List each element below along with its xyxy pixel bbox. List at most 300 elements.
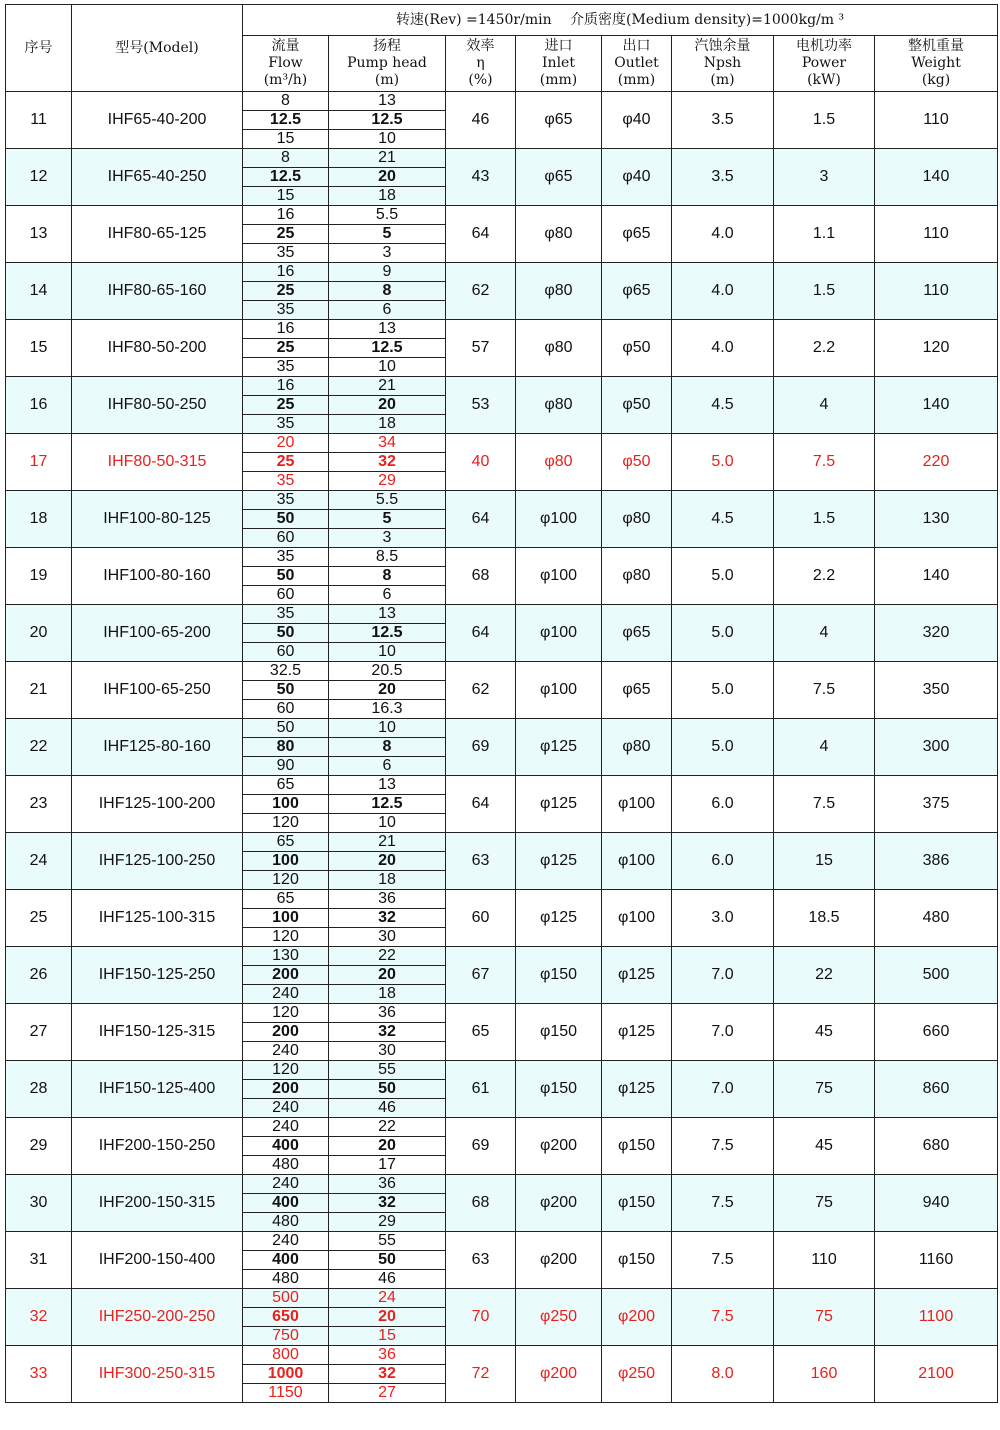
- header-npsh-unit: (m): [710, 72, 735, 88]
- row-number: 24: [6, 833, 72, 890]
- head-value: 29: [329, 472, 446, 491]
- inlet-value: φ80: [516, 377, 602, 434]
- head-value: 5.5: [329, 491, 446, 510]
- table-row: [6, 833, 998, 852]
- head-value: 30: [329, 1042, 446, 1061]
- power-value: 45: [774, 1004, 875, 1061]
- power-value: 75: [774, 1175, 875, 1232]
- head-value: 34: [329, 434, 446, 453]
- power-value: 1.5: [774, 92, 875, 149]
- flow-value: 240: [243, 1175, 329, 1194]
- header-npsh: [672, 36, 774, 92]
- head-value: 8: [329, 282, 446, 301]
- flow-value: 25: [243, 453, 329, 472]
- head-value: 20: [329, 966, 446, 985]
- head-value: 21: [329, 377, 446, 396]
- table-row: [6, 662, 998, 681]
- pump-spec-table: [5, 4, 998, 1403]
- model-name: IHF150-125-250: [72, 947, 243, 1004]
- flow-value: 20: [243, 434, 329, 453]
- efficiency-value: 53: [446, 377, 516, 434]
- flow-value: 240: [243, 1118, 329, 1137]
- head-value: 20: [329, 396, 446, 415]
- outlet-value: φ125: [602, 1061, 672, 1118]
- head-value: 36: [329, 1346, 446, 1365]
- flow-value: 16: [243, 320, 329, 339]
- header-inlet: [516, 36, 602, 92]
- head-value: 20: [329, 1308, 446, 1327]
- head-value: 10: [329, 130, 446, 149]
- head-value: 15: [329, 1327, 446, 1346]
- row-number: 32: [6, 1289, 72, 1346]
- inlet-value: φ100: [516, 491, 602, 548]
- flow-value: 120: [243, 871, 329, 890]
- model-name: IHF200-150-400: [72, 1232, 243, 1289]
- head-value: 18: [329, 187, 446, 206]
- row-number: 15: [6, 320, 72, 377]
- row-number: 29: [6, 1118, 72, 1175]
- header-inlet-unit: (mm): [539, 72, 578, 88]
- flow-value: 12.5: [243, 168, 329, 187]
- row-number: 26: [6, 947, 72, 1004]
- flow-value: 100: [243, 852, 329, 871]
- efficiency-value: 63: [446, 833, 516, 890]
- inlet-value: φ125: [516, 833, 602, 890]
- head-value: 27: [329, 1384, 446, 1403]
- head-value: 13: [329, 776, 446, 795]
- weight-value: 140: [875, 377, 998, 434]
- npsh-value: 7.0: [672, 1004, 774, 1061]
- outlet-value: φ50: [602, 377, 672, 434]
- outlet-value: φ65: [602, 605, 672, 662]
- efficiency-value: 69: [446, 719, 516, 776]
- power-value: 4: [774, 377, 875, 434]
- efficiency-value: 67: [446, 947, 516, 1004]
- table-row: [6, 263, 998, 282]
- outlet-value: φ50: [602, 434, 672, 491]
- header-weight: [875, 36, 998, 92]
- head-value: 20: [329, 1137, 446, 1156]
- row-number: 14: [6, 263, 72, 320]
- outlet-value: φ65: [602, 263, 672, 320]
- flow-value: 35: [243, 415, 329, 434]
- head-value: 32: [329, 909, 446, 928]
- flow-value: 12.5: [243, 111, 329, 130]
- flow-value: 50: [243, 719, 329, 738]
- model-name: IHF80-50-250: [72, 377, 243, 434]
- power-value: 4: [774, 719, 875, 776]
- efficiency-value: 46: [446, 92, 516, 149]
- flow-value: 240: [243, 985, 329, 1004]
- efficiency-value: 62: [446, 263, 516, 320]
- inlet-value: φ65: [516, 92, 602, 149]
- head-value: 13: [329, 320, 446, 339]
- flow-value: 400: [243, 1251, 329, 1270]
- flow-value: 500: [243, 1289, 329, 1308]
- model-name: IHF300-250-315: [72, 1346, 243, 1403]
- model-name: IHF80-65-160: [72, 263, 243, 320]
- flow-value: 16: [243, 263, 329, 282]
- power-value: 2.2: [774, 548, 875, 605]
- head-value: 55: [329, 1061, 446, 1080]
- power-value: 18.5: [774, 890, 875, 947]
- npsh-value: 4.5: [672, 377, 774, 434]
- efficiency-value: 63: [446, 1232, 516, 1289]
- model-name: IHF100-80-160: [72, 548, 243, 605]
- model-name: IHF100-80-125: [72, 491, 243, 548]
- model-name: IHF125-100-315: [72, 890, 243, 947]
- inlet-value: φ100: [516, 605, 602, 662]
- inlet-value: φ125: [516, 890, 602, 947]
- inlet-value: φ80: [516, 434, 602, 491]
- flow-value: 35: [243, 548, 329, 567]
- flow-value: 120: [243, 814, 329, 833]
- weight-value: 860: [875, 1061, 998, 1118]
- efficiency-value: 70: [446, 1289, 516, 1346]
- npsh-value: 7.5: [672, 1175, 774, 1232]
- flow-value: 480: [243, 1213, 329, 1232]
- outlet-value: φ125: [602, 947, 672, 1004]
- weight-value: 386: [875, 833, 998, 890]
- flow-value: 60: [243, 700, 329, 719]
- head-value: 46: [329, 1270, 446, 1289]
- head-value: 32: [329, 1194, 446, 1213]
- model-name: IHF65-40-200: [72, 92, 243, 149]
- outlet-value: φ250: [602, 1346, 672, 1403]
- head-value: 6: [329, 757, 446, 776]
- table-row: [6, 947, 998, 966]
- power-value: 1.5: [774, 491, 875, 548]
- model-name: IHF250-200-250: [72, 1289, 243, 1346]
- npsh-value: 7.0: [672, 947, 774, 1004]
- head-value: 8: [329, 738, 446, 757]
- table-header: [6, 5, 998, 92]
- power-value: 4: [774, 605, 875, 662]
- table-row: [6, 491, 998, 510]
- flow-value: 15: [243, 130, 329, 149]
- flow-value: 35: [243, 491, 329, 510]
- weight-value: 110: [875, 263, 998, 320]
- npsh-value: 4.0: [672, 263, 774, 320]
- model-name: IHF65-40-250: [72, 149, 243, 206]
- flow-value: 200: [243, 1080, 329, 1099]
- weight-value: 140: [875, 548, 998, 605]
- head-value: 8: [329, 567, 446, 586]
- head-value: 36: [329, 890, 446, 909]
- table-row: [6, 1061, 998, 1080]
- model-name: IHF150-125-400: [72, 1061, 243, 1118]
- power-value: 7.5: [774, 776, 875, 833]
- npsh-value: 4.5: [672, 491, 774, 548]
- header-inlet-cn: 进口: [544, 38, 573, 54]
- efficiency-value: 43: [446, 149, 516, 206]
- npsh-value: 3.5: [672, 92, 774, 149]
- weight-value: 110: [875, 92, 998, 149]
- header-weight-en: Weight: [911, 55, 961, 71]
- head-value: 29: [329, 1213, 446, 1232]
- flow-value: 120: [243, 928, 329, 947]
- npsh-value: 3.5: [672, 149, 774, 206]
- flow-value: 50: [243, 567, 329, 586]
- weight-value: 140: [875, 149, 998, 206]
- npsh-value: 7.0: [672, 1061, 774, 1118]
- inlet-value: φ200: [516, 1232, 602, 1289]
- flow-value: 60: [243, 529, 329, 548]
- flow-value: 750: [243, 1327, 329, 1346]
- table-row: [6, 206, 998, 225]
- head-value: 3: [329, 244, 446, 263]
- inlet-value: φ200: [516, 1118, 602, 1175]
- flow-value: 15: [243, 187, 329, 206]
- flow-value: 35: [243, 244, 329, 263]
- power-value: 7.5: [774, 434, 875, 491]
- table-row: [6, 1232, 998, 1251]
- row-number: 25: [6, 890, 72, 947]
- row-number: 19: [6, 548, 72, 605]
- model-name: IHF80-65-125: [72, 206, 243, 263]
- weight-value: 320: [875, 605, 998, 662]
- flow-value: 90: [243, 757, 329, 776]
- weight-value: 940: [875, 1175, 998, 1232]
- efficiency-value: 68: [446, 1175, 516, 1232]
- npsh-value: 4.0: [672, 206, 774, 263]
- header-eff: [446, 36, 516, 92]
- flow-value: 8: [243, 92, 329, 111]
- inlet-value: φ250: [516, 1289, 602, 1346]
- npsh-value: 7.5: [672, 1118, 774, 1175]
- head-value: 21: [329, 833, 446, 852]
- efficiency-value: 64: [446, 491, 516, 548]
- head-value: 30: [329, 928, 446, 947]
- weight-value: 350: [875, 662, 998, 719]
- head-value: 55: [329, 1232, 446, 1251]
- efficiency-value: 64: [446, 206, 516, 263]
- model-name: IHF125-100-250: [72, 833, 243, 890]
- efficiency-value: 61: [446, 1061, 516, 1118]
- inlet-value: φ125: [516, 719, 602, 776]
- outlet-value: φ125: [602, 1004, 672, 1061]
- row-number: 16: [6, 377, 72, 434]
- flow-value: 1150: [243, 1384, 329, 1403]
- header-eff-cn: 效率: [466, 38, 495, 54]
- flow-value: 65: [243, 833, 329, 852]
- header-flow: [243, 36, 329, 92]
- header-weight-cn: 整机重量: [908, 38, 965, 54]
- row-number: 28: [6, 1061, 72, 1118]
- head-value: 12.5: [329, 339, 446, 358]
- row-number: 13: [6, 206, 72, 263]
- header-banner: 转速(Rev) =1450r/min 介质密度(Medium density)=1000kg/m ³: [243, 5, 998, 36]
- inlet-value: φ150: [516, 947, 602, 1004]
- weight-value: 680: [875, 1118, 998, 1175]
- flow-value: 100: [243, 909, 329, 928]
- head-value: 24: [329, 1289, 446, 1308]
- head-value: 18: [329, 871, 446, 890]
- table-row: [6, 1175, 998, 1194]
- head-value: 20: [329, 852, 446, 871]
- header-flow-unit: (m³/h): [263, 72, 308, 88]
- flow-value: 130: [243, 947, 329, 966]
- table-row: [6, 92, 998, 111]
- flow-value: 480: [243, 1156, 329, 1175]
- efficiency-value: 69: [446, 1118, 516, 1175]
- power-value: 75: [774, 1061, 875, 1118]
- header-model: 型号(Model): [72, 5, 243, 92]
- weight-value: 2100: [875, 1346, 998, 1403]
- flow-value: 35: [243, 472, 329, 491]
- head-value: 10: [329, 358, 446, 377]
- pump-spec-sheet: [5, 4, 997, 1403]
- power-value: 22: [774, 947, 875, 1004]
- weight-value: 130: [875, 491, 998, 548]
- table-row: [6, 605, 998, 624]
- header-head-cn: 扬程: [373, 38, 401, 54]
- flow-value: 800: [243, 1346, 329, 1365]
- header-weight-unit: (kg): [921, 72, 951, 88]
- flow-value: 50: [243, 681, 329, 700]
- flow-value: 25: [243, 396, 329, 415]
- flow-value: 25: [243, 282, 329, 301]
- header-power-en: Power: [801, 55, 847, 71]
- efficiency-value: 68: [446, 548, 516, 605]
- outlet-value: φ150: [602, 1175, 672, 1232]
- power-value: 75: [774, 1289, 875, 1346]
- flow-value: 80: [243, 738, 329, 757]
- outlet-value: φ80: [602, 548, 672, 605]
- header-head-unit: (m): [374, 72, 400, 88]
- table-row: [6, 1118, 998, 1137]
- header-power-unit: (kW): [807, 72, 841, 88]
- model-name: IHF80-50-200: [72, 320, 243, 377]
- flow-value: 400: [243, 1194, 329, 1213]
- flow-value: 25: [243, 339, 329, 358]
- table-row: [6, 1346, 998, 1365]
- outlet-value: φ100: [602, 833, 672, 890]
- row-number: 11: [6, 92, 72, 149]
- table-row: [6, 1289, 998, 1308]
- efficiency-value: 64: [446, 776, 516, 833]
- head-value: 12.5: [329, 795, 446, 814]
- table-row: [6, 434, 998, 453]
- table-row: [6, 149, 998, 168]
- power-value: 1.5: [774, 263, 875, 320]
- outlet-value: φ40: [602, 92, 672, 149]
- head-value: 22: [329, 947, 446, 966]
- efficiency-value: 72: [446, 1346, 516, 1403]
- head-value: 6: [329, 301, 446, 320]
- row-number: 31: [6, 1232, 72, 1289]
- head-value: 5: [329, 510, 446, 529]
- power-value: 1.1: [774, 206, 875, 263]
- row-number: 33: [6, 1346, 72, 1403]
- weight-value: 500: [875, 947, 998, 1004]
- outlet-value: φ150: [602, 1118, 672, 1175]
- head-value: 21: [329, 149, 446, 168]
- flow-value: 60: [243, 586, 329, 605]
- flow-value: 240: [243, 1232, 329, 1251]
- model-name: IHF100-65-200: [72, 605, 243, 662]
- inlet-value: φ80: [516, 263, 602, 320]
- outlet-value: φ50: [602, 320, 672, 377]
- npsh-value: 8.0: [672, 1346, 774, 1403]
- power-value: 45: [774, 1118, 875, 1175]
- model-name: IHF100-65-250: [72, 662, 243, 719]
- header-inlet-en: Inlet: [542, 55, 575, 71]
- efficiency-value: 60: [446, 890, 516, 947]
- weight-value: 660: [875, 1004, 998, 1061]
- weight-value: 480: [875, 890, 998, 947]
- flow-value: 200: [243, 966, 329, 985]
- model-name: IHF125-80-160: [72, 719, 243, 776]
- npsh-value: 3.0: [672, 890, 774, 947]
- head-value: 12.5: [329, 624, 446, 643]
- flow-value: 65: [243, 776, 329, 795]
- head-value: 13: [329, 605, 446, 624]
- header-npsh-en: Npsh: [703, 55, 742, 71]
- table-row: [6, 377, 998, 396]
- row-number: 23: [6, 776, 72, 833]
- inlet-value: φ150: [516, 1061, 602, 1118]
- header-head: [329, 36, 446, 92]
- row-number: 30: [6, 1175, 72, 1232]
- head-value: 32: [329, 1365, 446, 1384]
- model-name: IHF200-150-250: [72, 1118, 243, 1175]
- head-value: 13: [329, 92, 446, 111]
- flow-value: 400: [243, 1137, 329, 1156]
- head-value: 10: [329, 814, 446, 833]
- flow-value: 100: [243, 795, 329, 814]
- row-number: 22: [6, 719, 72, 776]
- npsh-value: 6.0: [672, 776, 774, 833]
- header-outlet-unit: (mm): [617, 72, 656, 88]
- head-value: 22: [329, 1118, 446, 1137]
- npsh-value: 7.5: [672, 1232, 774, 1289]
- head-value: 17: [329, 1156, 446, 1175]
- head-value: 18: [329, 415, 446, 434]
- head-value: 10: [329, 719, 446, 738]
- npsh-value: 5.0: [672, 662, 774, 719]
- power-value: 160: [774, 1346, 875, 1403]
- weight-value: 375: [875, 776, 998, 833]
- inlet-value: φ125: [516, 776, 602, 833]
- head-value: 12.5: [329, 111, 446, 130]
- inlet-value: φ65: [516, 149, 602, 206]
- weight-value: 1100: [875, 1289, 998, 1346]
- header-outlet: [602, 36, 672, 92]
- efficiency-value: 57: [446, 320, 516, 377]
- flow-value: 35: [243, 358, 329, 377]
- flow-value: 16: [243, 377, 329, 396]
- inlet-value: φ150: [516, 1004, 602, 1061]
- row-number: 27: [6, 1004, 72, 1061]
- weight-value: 220: [875, 434, 998, 491]
- power-value: 15: [774, 833, 875, 890]
- flow-value: 35: [243, 301, 329, 320]
- head-value: 20.5: [329, 662, 446, 681]
- flow-value: 1000: [243, 1365, 329, 1384]
- outlet-value: φ65: [602, 662, 672, 719]
- weight-value: 300: [875, 719, 998, 776]
- head-value: 6: [329, 586, 446, 605]
- head-value: 8.5: [329, 548, 446, 567]
- row-number: 20: [6, 605, 72, 662]
- head-value: 5: [329, 225, 446, 244]
- row-number: 12: [6, 149, 72, 206]
- power-value: 2.2: [774, 320, 875, 377]
- head-value: 9: [329, 263, 446, 282]
- head-value: 10: [329, 643, 446, 662]
- flow-value: 25: [243, 225, 329, 244]
